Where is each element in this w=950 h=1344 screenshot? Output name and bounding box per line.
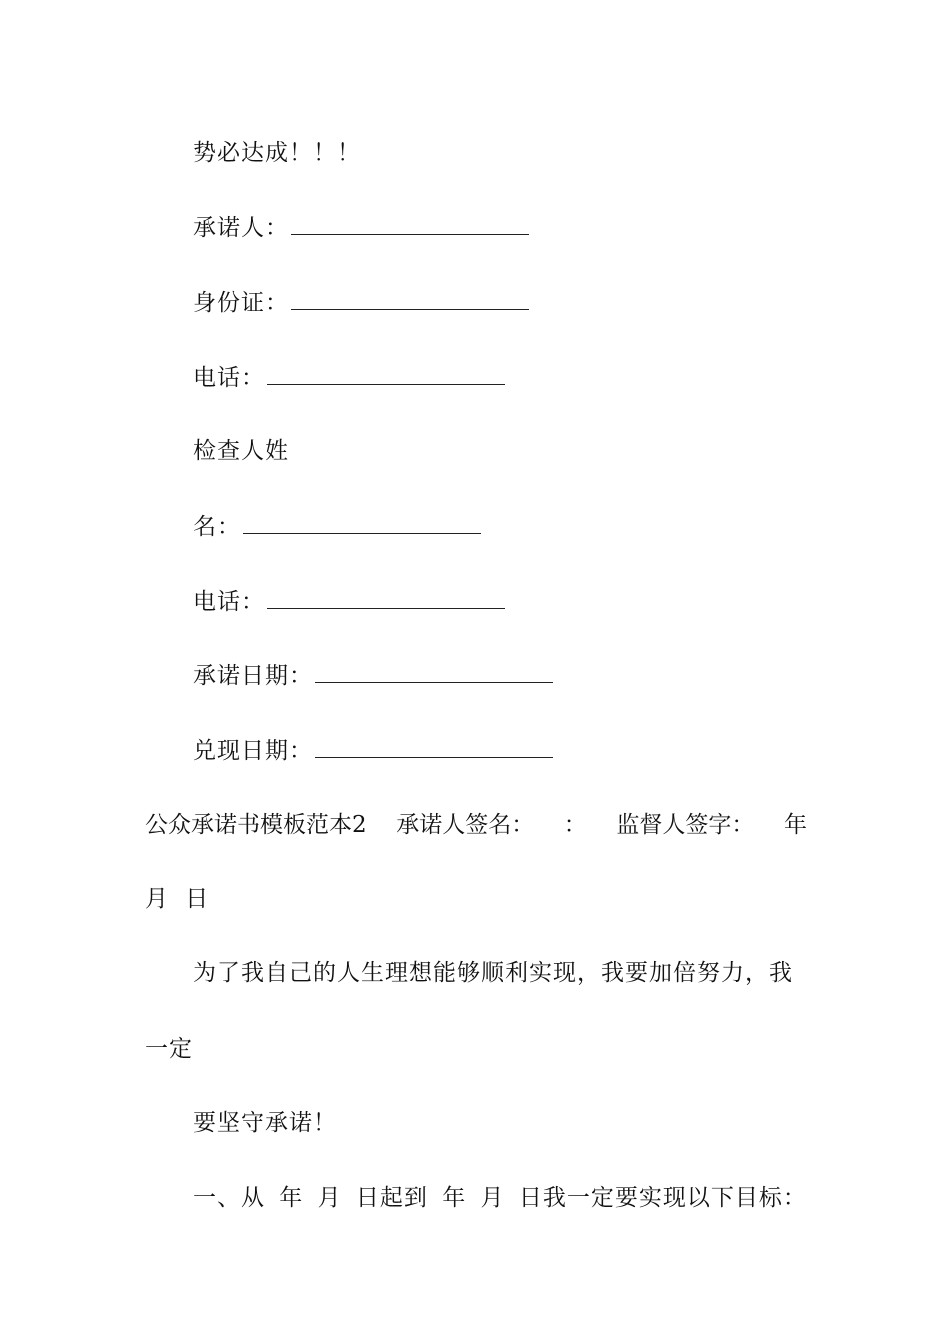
paragraph-2-text: 要坚守承诺！ xyxy=(193,1110,337,1136)
phone-label-1: 电话： xyxy=(193,365,265,391)
phone-row-1 xyxy=(193,362,505,393)
promise-date-blank xyxy=(315,660,553,683)
paragraph-3-line xyxy=(193,1183,807,1213)
redeem-date-blank xyxy=(315,735,553,758)
promiser-row xyxy=(193,212,529,243)
inspector-row-b xyxy=(193,511,481,542)
paragraph-2-line xyxy=(193,1108,337,1138)
closing-line xyxy=(193,138,361,168)
promiser-signature-label: 承诺人签名： xyxy=(396,812,535,838)
phone-blank-1 xyxy=(267,362,505,385)
title-signature-row xyxy=(145,810,807,840)
redeem-date-label: 兑现日期： xyxy=(193,738,313,764)
promise-date-label: 承诺日期： xyxy=(193,663,313,689)
paragraph-1-line-2 xyxy=(145,1034,193,1064)
promise-date-row xyxy=(193,660,553,691)
supervisor-signature-label: 监督人签字： xyxy=(616,812,755,838)
phone-blank-2 xyxy=(267,586,505,609)
id-card-blank xyxy=(291,287,529,310)
redeem-date-row xyxy=(193,735,553,766)
paragraph-1-text-a: 为了我自己的人生理想能够顺利实现，我要加倍努力，我 xyxy=(193,960,793,986)
promiser-label: 承诺人： xyxy=(193,215,289,241)
inspector-label-b: 名： xyxy=(193,514,241,540)
month-day-line xyxy=(145,884,209,914)
month-day-text: 月 日 xyxy=(145,886,210,912)
document-title: 公众承诺书模板范本2 xyxy=(145,812,367,838)
inspector-row-a xyxy=(193,436,289,466)
closing-text: 势必达成！！！ xyxy=(193,140,361,166)
paragraph-1-line-1 xyxy=(193,958,793,988)
signature-colon: ： xyxy=(563,812,587,838)
paragraph-3-text: 一、从 年 月 日起到 年 月 日我一定要实现以下目标： xyxy=(193,1185,807,1211)
promiser-blank xyxy=(291,212,529,235)
id-card-row xyxy=(193,287,529,318)
inspector-blank xyxy=(243,511,481,534)
inspector-label-a: 检查人姓 xyxy=(193,438,289,464)
year-label: 年 xyxy=(783,812,807,838)
phone-label-2: 电话： xyxy=(193,589,265,615)
phone-row-2 xyxy=(193,586,505,617)
id-card-label: 身份证： xyxy=(193,290,289,316)
paragraph-1-text-b: 一定 xyxy=(145,1036,193,1062)
